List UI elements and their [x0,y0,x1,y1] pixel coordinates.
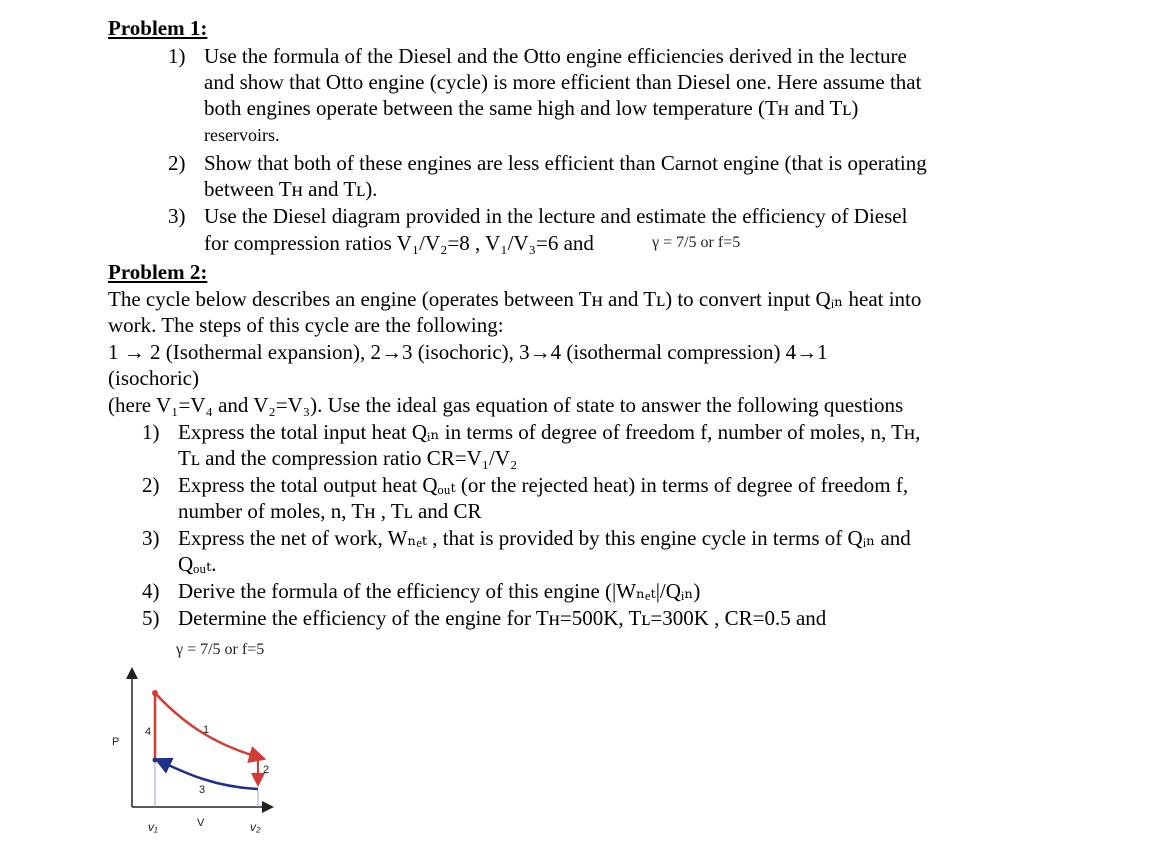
state-2-label: 2 [263,764,270,776]
state-4-point [153,758,158,763]
v1-label: v₁ [148,820,158,834]
problem-2-heading: Problem 2: [108,260,208,284]
p2-item-2-line-2: number of moles, n, Tʜ , Tʟ and CR [178,499,482,523]
p2-gamma-formula: γ = 7/5 or f=5 [176,641,265,658]
p1-item-3-number: 3) [168,204,186,228]
p2-item-5-line-1: Determine the efficiency of the engine for Tʜ=500K, Tʟ=300K , CR=0.5 and [178,606,827,630]
p1-item-2-line-2: between Tʜ and Tʟ). [204,177,378,201]
p2-intro-line-2: work. The steps of this cycle are the following: [108,313,504,337]
state-1-point [152,690,158,696]
p2-item-3-line-1: Express the net of work, Wₙₑₜ , that is provided by this engine cycle in terms of Qᵢₙ and [178,526,911,550]
p2-item-1-line-2: Tʟ and the compression ratio CR=V₁/V₂ [178,446,518,470]
p2-intro-line-3: 1 → 2 (Isothermal expansion), 2→3 (isochoric), 3→4 (isothermal compression) 4→1 [108,340,828,364]
pv-cycle-diagram [110,665,300,835]
p1-item-2-number: 2) [168,151,186,175]
p1-item-1-line-4: reservoirs. [204,125,280,145]
p2-item-3-number: 3) [142,526,160,550]
p2-item-3-line-2: Qₒᵤₜ. [178,552,217,576]
state-3-label: 3 [199,784,206,796]
p1-gamma-formula: γ = 7/5 or f=5 [652,234,741,251]
p2-intro-line-1: The cycle below describes an engine (operates between Tʜ and Tʟ) to convert input Qᵢₙ heat into [108,287,922,311]
p2-item-1-number: 1) [142,420,160,444]
p2-item-1-line-1: Express the total input heat Qᵢₙ in terms of degree of freedom f, number of moles, n, Tʜ, [178,420,921,444]
p1-item-2-line-1: Show that both of these engines are less efficient than Carnot engine (that is operating [204,151,927,175]
p2-item-5-number: 5) [142,606,160,630]
p1-item-1-line-3: both engines operate between the same high and low temperature (Tʜ and Tʟ) [204,96,859,120]
axis-v-label: V [197,817,205,829]
p2-intro-line-4: (isochoric) [108,366,199,390]
p1-item-3-line-2: for compression ratios V₁/V₂=8 , V₁/V₃=6 and [204,231,594,255]
p2-item-2-number: 2) [142,473,160,497]
p2-item-4-line-1: Derive the formula of the efficiency of this engine (|Wₙₑₜ|/Qᵢₙ) [178,579,701,603]
axis-p-label: P [112,736,120,748]
p1-item-1-line-1: Use the formula of the Diesel and the Otto engine efficiencies derived in the lecture [204,44,907,68]
p1-item-1-line-2: and show that Otto engine (cycle) is more efficient than Diesel one. Here assume that [204,70,922,94]
state-1-label: 1 [203,724,210,736]
p2-intro-line-5: (here V₁=V₄ and V₂=V₃). Use the ideal gas equation of state to answer the following questions [108,393,904,417]
p2-item-2-line-1: Express the total output heat Qₒᵤₜ (or the rejected heat) in terms of degree of freedom f, [178,473,909,497]
state-4-label: 4 [145,726,152,738]
v2-label: v₂ [250,820,261,834]
p1-item-3-line-1: Use the Diesel diagram provided in the lecture and estimate the efficiency of Diesel [204,204,908,228]
p1-item-1-number: 1) [168,44,186,68]
problem-1-heading: Problem 1: [108,16,208,40]
process-3-to-4-curve [162,762,258,789]
p2-item-4-number: 4) [142,579,160,603]
